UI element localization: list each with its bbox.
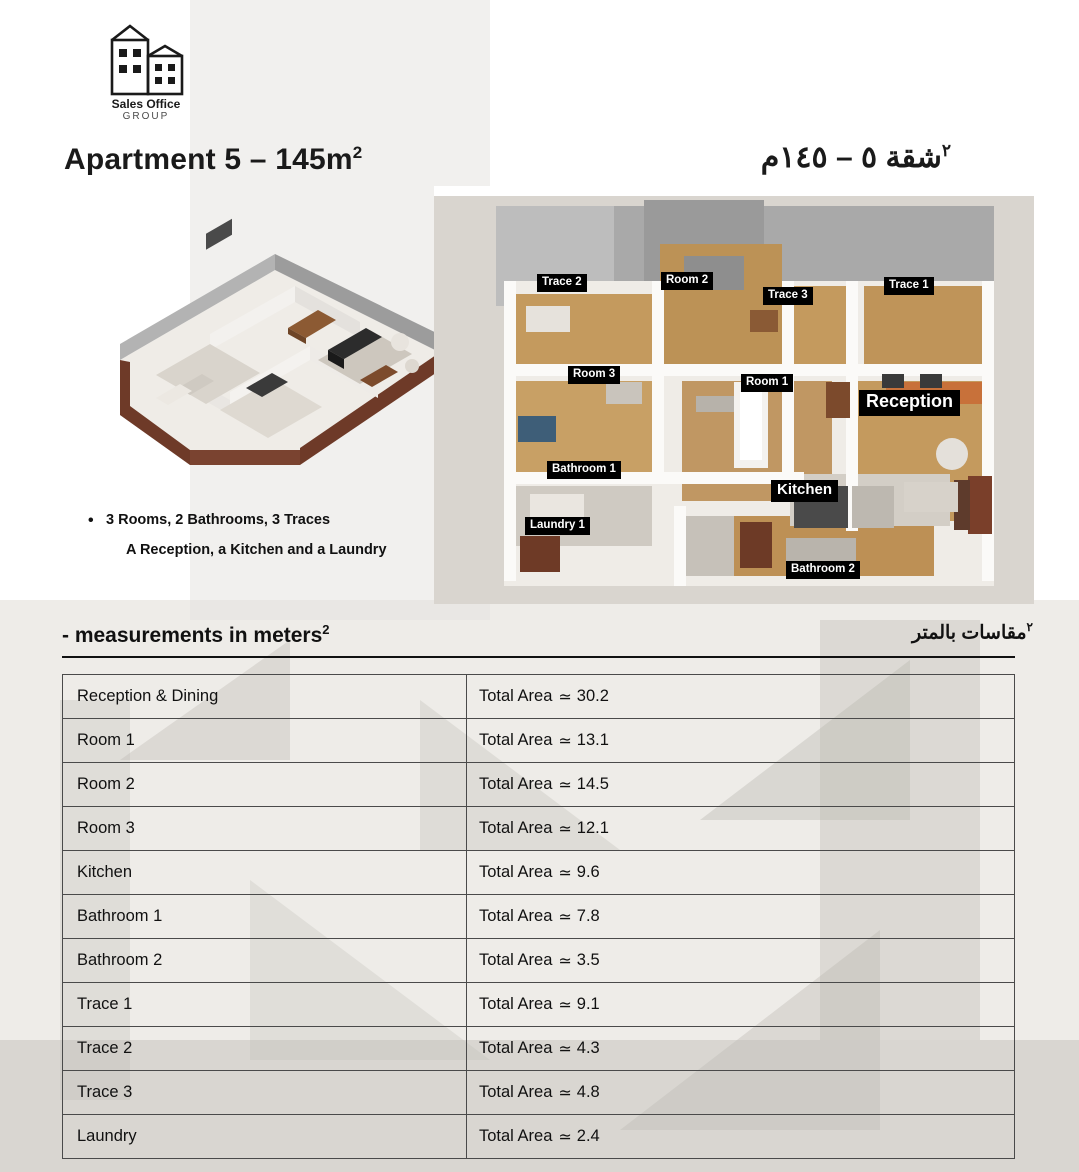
features-list xyxy=(88,512,468,558)
plan-label-room-3: Room 3 xyxy=(568,366,620,384)
area-label: Total Area xyxy=(479,1039,553,1057)
approx-symbol: ≃ xyxy=(558,996,572,1014)
page-title-en-sup: 2 xyxy=(352,143,363,162)
page-title-ar xyxy=(761,140,951,175)
plan-label-room-2: Room 2 xyxy=(661,272,713,290)
page-title-en-text: Apartment 5 – 145m xyxy=(64,143,353,176)
room-name-cell: Trace 1 xyxy=(63,983,467,1026)
plan-label-reception: Reception xyxy=(859,390,960,416)
room-name-cell: Kitchen xyxy=(63,851,467,894)
room-area-cell xyxy=(467,851,1014,894)
room-area-cell xyxy=(467,1071,1014,1114)
room-area-cell xyxy=(467,939,1014,982)
approx-symbol: ≃ xyxy=(558,1128,572,1146)
area-value: 9.6 xyxy=(576,863,600,881)
area-label: Total Area xyxy=(479,775,553,793)
room-area-cell xyxy=(467,1115,1014,1158)
area-value: 12.1 xyxy=(576,819,609,837)
room-area-cell xyxy=(467,675,1014,718)
table-row xyxy=(63,675,1014,719)
approx-symbol: ≃ xyxy=(558,1084,572,1102)
table-row xyxy=(63,895,1014,939)
table-row xyxy=(63,1115,1014,1159)
plan-label-trace-1: Trace 1 xyxy=(884,277,934,295)
measurements-heading-en-sup: 2 xyxy=(322,622,330,637)
area-value: 4.8 xyxy=(576,1083,600,1101)
area-value: 4.3 xyxy=(576,1039,600,1057)
room-name-cell: Bathroom 1 xyxy=(63,895,467,938)
room-area-cell xyxy=(467,807,1014,850)
plan-label-bathroom-1: Bathroom 1 xyxy=(547,461,621,479)
measurements-table xyxy=(62,674,1015,1159)
room-area-cell xyxy=(467,983,1014,1026)
page-title-ar-text: شقة ٥ – ١٤٥م xyxy=(760,141,942,174)
approx-symbol: ≃ xyxy=(558,908,572,926)
company-logo xyxy=(88,18,208,122)
plan-label-laundry-1: Laundry 1 xyxy=(525,517,590,535)
table-row xyxy=(63,939,1014,983)
approx-symbol: ≃ xyxy=(558,732,572,750)
feature-text-rooms: 3 Rooms, 2 Bathrooms, 3 Traces xyxy=(106,512,331,528)
room-name-cell: Room 1 xyxy=(63,719,467,762)
area-label: Total Area xyxy=(479,731,553,749)
area-value: 7.8 xyxy=(576,907,600,925)
plan-label-bathroom-2: Bathroom 2 xyxy=(786,561,860,579)
measurements-heading-en-text: - measurements in meters xyxy=(62,624,323,647)
room-name-cell: Room 3 xyxy=(63,807,467,850)
plan-label-trace-3: Trace 3 xyxy=(763,287,813,305)
table-row xyxy=(63,763,1014,807)
area-label: Total Area xyxy=(479,1127,553,1145)
apartment-3d-render-left xyxy=(60,210,460,520)
room-area-cell xyxy=(467,895,1014,938)
page-title-ar-sup: ٢ xyxy=(941,141,951,160)
bullet-icon: • xyxy=(88,512,94,529)
measurements-divider xyxy=(62,656,1015,658)
measurements-heading-ar xyxy=(912,620,1033,644)
logo-name-line2: GROUP xyxy=(122,111,170,122)
area-value: 2.4 xyxy=(576,1127,600,1145)
area-value: 14.5 xyxy=(576,775,609,793)
room-name-cell: Trace 2 xyxy=(63,1027,467,1070)
page-title-en xyxy=(64,143,362,177)
table-row xyxy=(63,719,1014,763)
approx-symbol: ≃ xyxy=(558,1040,572,1058)
area-label: Total Area xyxy=(479,951,553,969)
area-label: Total Area xyxy=(479,1083,553,1101)
logo-name-line1: Sales Office xyxy=(111,97,181,111)
approx-symbol: ≃ xyxy=(558,952,572,970)
plan-label-room-1: Room 1 xyxy=(741,374,793,392)
approx-symbol: ≃ xyxy=(558,864,572,882)
room-area-cell xyxy=(467,763,1014,806)
area-label: Total Area xyxy=(479,995,553,1013)
table-row xyxy=(63,1027,1014,1071)
apartment-floorplan-render xyxy=(434,186,1034,604)
room-name-cell: Room 2 xyxy=(63,763,467,806)
plan-label-trace-2: Trace 2 xyxy=(537,274,587,292)
area-label: Total Area xyxy=(479,819,553,837)
area-label: Total Area xyxy=(479,907,553,925)
area-value: 13.1 xyxy=(576,731,609,749)
room-area-cell xyxy=(467,1027,1014,1070)
room-name-cell: Trace 3 xyxy=(63,1071,467,1114)
building-logo-icon xyxy=(88,18,208,122)
area-value: 3.5 xyxy=(576,951,600,969)
measurements-heading-ar-sup: ٢ xyxy=(1026,620,1033,634)
room-area-cell xyxy=(467,719,1014,762)
approx-symbol: ≃ xyxy=(558,820,572,838)
room-name-cell: Laundry xyxy=(63,1115,467,1158)
table-row xyxy=(63,807,1014,851)
room-name-cell: Reception & Dining xyxy=(63,675,467,718)
approx-symbol: ≃ xyxy=(558,776,572,794)
feature-text-spaces: A Reception, a Kitchen and a Laundry xyxy=(126,541,387,558)
area-label: Total Area xyxy=(479,687,553,705)
area-value: 30.2 xyxy=(576,687,609,705)
table-row xyxy=(63,1071,1014,1115)
plan-label-kitchen: Kitchen xyxy=(771,480,838,502)
approx-symbol: ≃ xyxy=(558,688,572,706)
feature-item-rooms xyxy=(88,512,468,530)
area-value: 9.1 xyxy=(576,995,600,1013)
table-row xyxy=(63,983,1014,1027)
measurements-heading-en xyxy=(62,622,330,648)
room-name-cell: Bathroom 2 xyxy=(63,939,467,982)
table-row xyxy=(63,851,1014,895)
measurements-heading-ar-text: مقاسات بالمتر xyxy=(912,622,1027,644)
area-label: Total Area xyxy=(479,863,553,881)
